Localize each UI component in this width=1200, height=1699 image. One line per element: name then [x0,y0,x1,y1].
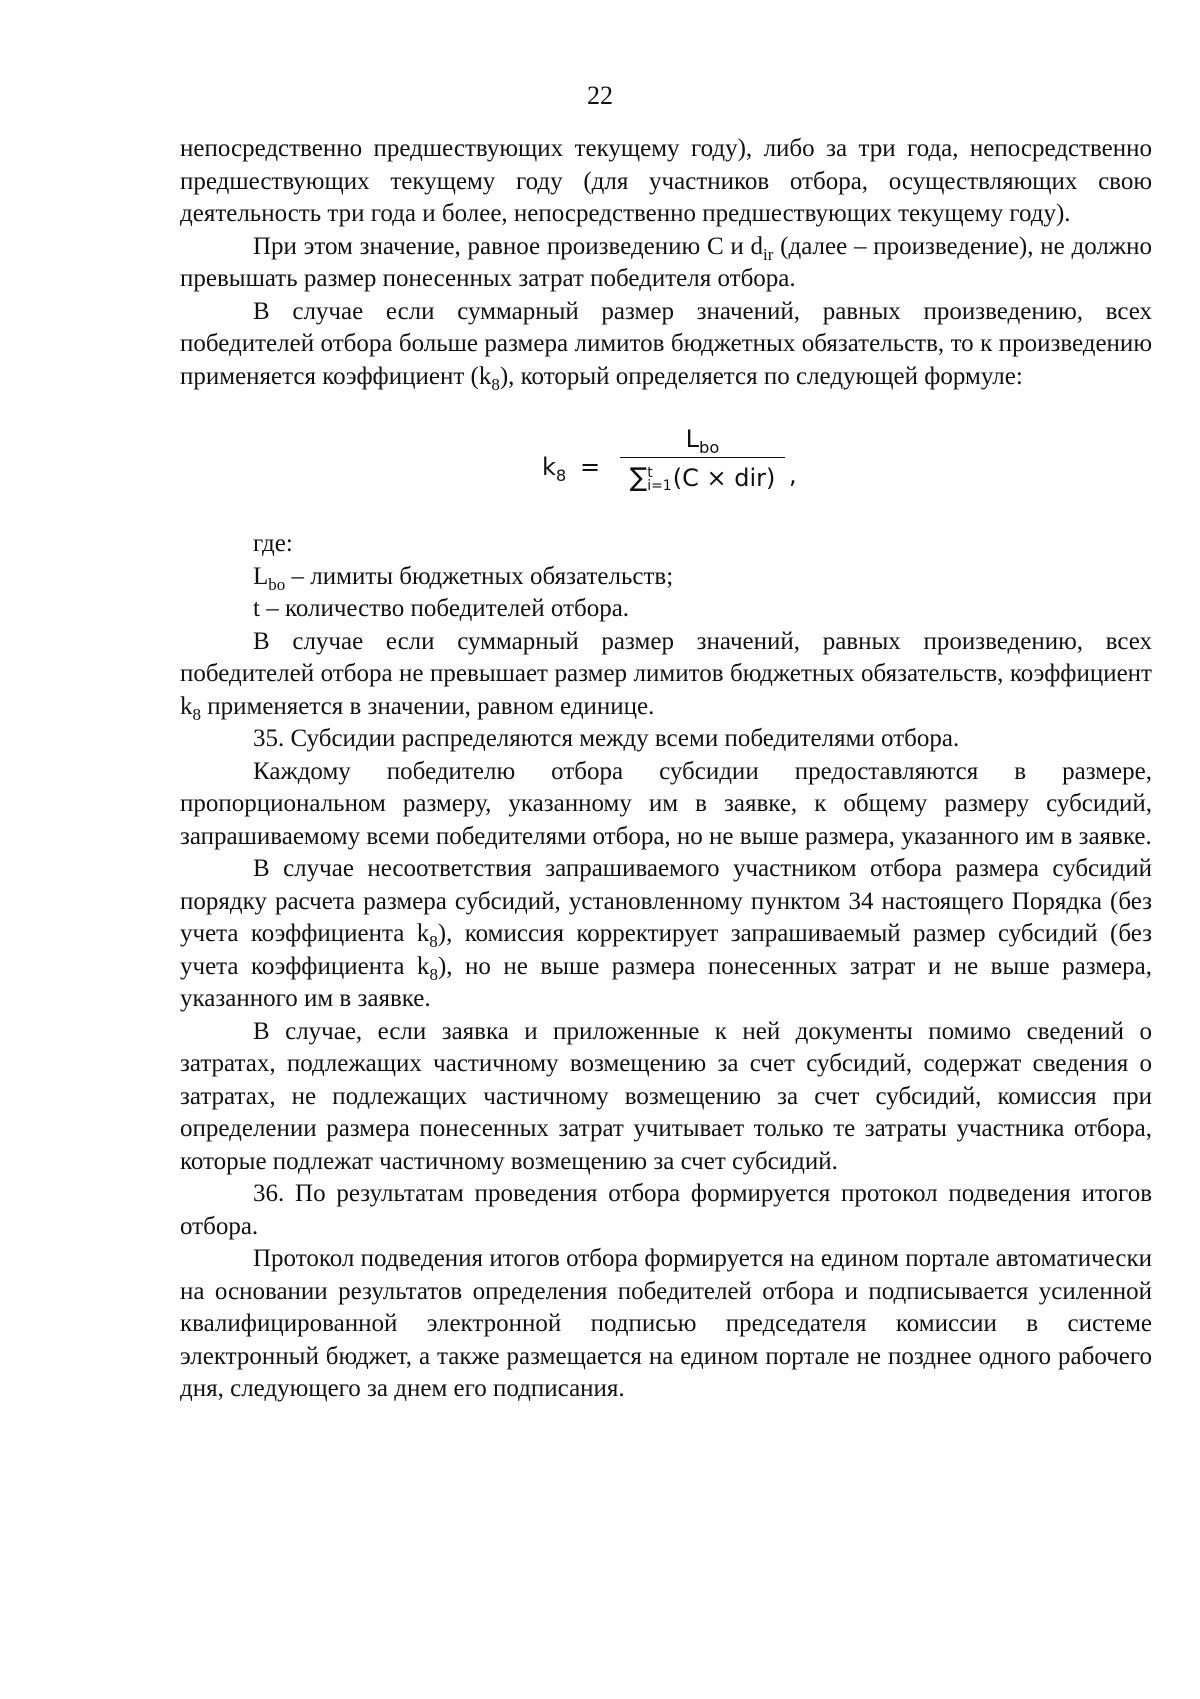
sum-symbol: ∑ [629,463,648,493]
where-label: где: [253,530,293,557]
formula-denominator: ∑ t i=1 (C × dir) [629,463,776,494]
paragraph-product: При этом значение, равное произведению С и $d_{ir}$ (далее – произведение), не должно превышать размер понесенных затрат победителя отбора. [180,232,1152,292]
paragraph-protocol: Протокол подведения итогов отбора формируется на едином портале автоматически на основании результатов определения победителей отбора и подписывается усиленной квалифицированной электронной подписью председателя комиссии в системе электронный бюджет, а также размещается на едином портале не позднее одного рабочего дня, следующего за днем его подписания. [180,1245,1152,1402]
definition-t: t – количество победителей отбора. [253,595,630,622]
paragraph-each-winner: Каждому победителю отбора субсидии предоставляются в размере, пропорциональном размеру, указанному им в заявке, к общему размеру субсидий, запрашиваемому всеми победителями отбора, но не выше размера, указанного им в заявке. [180,757,1152,850]
paragraph-continuation: непосредственно предшествующих текущему году), либо за три года, непосредственно предшествующих текущему году (для участников отбора, осуществляющих свою деятельность три года и более, непосредственно предшествующих текущему году). [180,135,1152,227]
definition-lbo: $L_{bo}$ – лимиты бюджетных обязательств; [253,562,674,594]
page-number: 22 [587,81,613,110]
paragraph-coefficient: В случае если суммарный размер значений, равных произведению, всех победителей отбора больше размера лимитов бюджетных обязательств, то к произведению применяется коэффициент $(k_8)$, который определяется по следующей формуле: [180,297,1152,394]
formula-block [180,393,1152,528]
formula-comma: , [789,461,797,489]
paragraph-documents: В случае, если заявка и приложенные к ней документы помимо сведений о затратах, подлежащих частичному возмещению за счет субсидий, содержат сведения о затратах, не подлежащих частичному возмещению за счет субсидий, комиссия при определении размера понесенных затрат учитывает только те затраты участника отбора, которые подлежат частичному возмещению за счет субсидий. [180,1017,1152,1175]
document-body [180,133,1152,1406]
formula-numerator: $L_{bo}$ [685,425,720,457]
formula-fraction [620,423,785,495]
formula-lhs: $k_8$ = [542,453,601,485]
fraction-bar [620,457,785,458]
paragraph-35: 35. Субсидии распределяются между всеми победителями отбора. [253,725,960,752]
sum-limits: t i=1 [647,465,672,494]
paragraph-36: 36. По результатам проведения отбора формируется протокол подведения итогов отбора. [180,1180,1152,1240]
paragraph-unity: В случае если суммарный размер значений, равных произведению, всех победителей отбора не превышает размер лимитов бюджетных обязательств, коэффициент $k_8$ применяется в значении, равном единице. [180,627,1152,724]
paragraph-mismatch: В случае несоответствия запрашиваемого участником отбора размера субсидий порядку расчета размера субсидий, установленному пунктом 34 настоящего Порядка (без учета коэффициента $k_8$), комиссия корректирует запрашиваемый размер субсидий (без учета коэффициента $k_8$), но не выше размера понесенных затрат и не выше размера, указанного им в заявке. [180,855,1152,1012]
